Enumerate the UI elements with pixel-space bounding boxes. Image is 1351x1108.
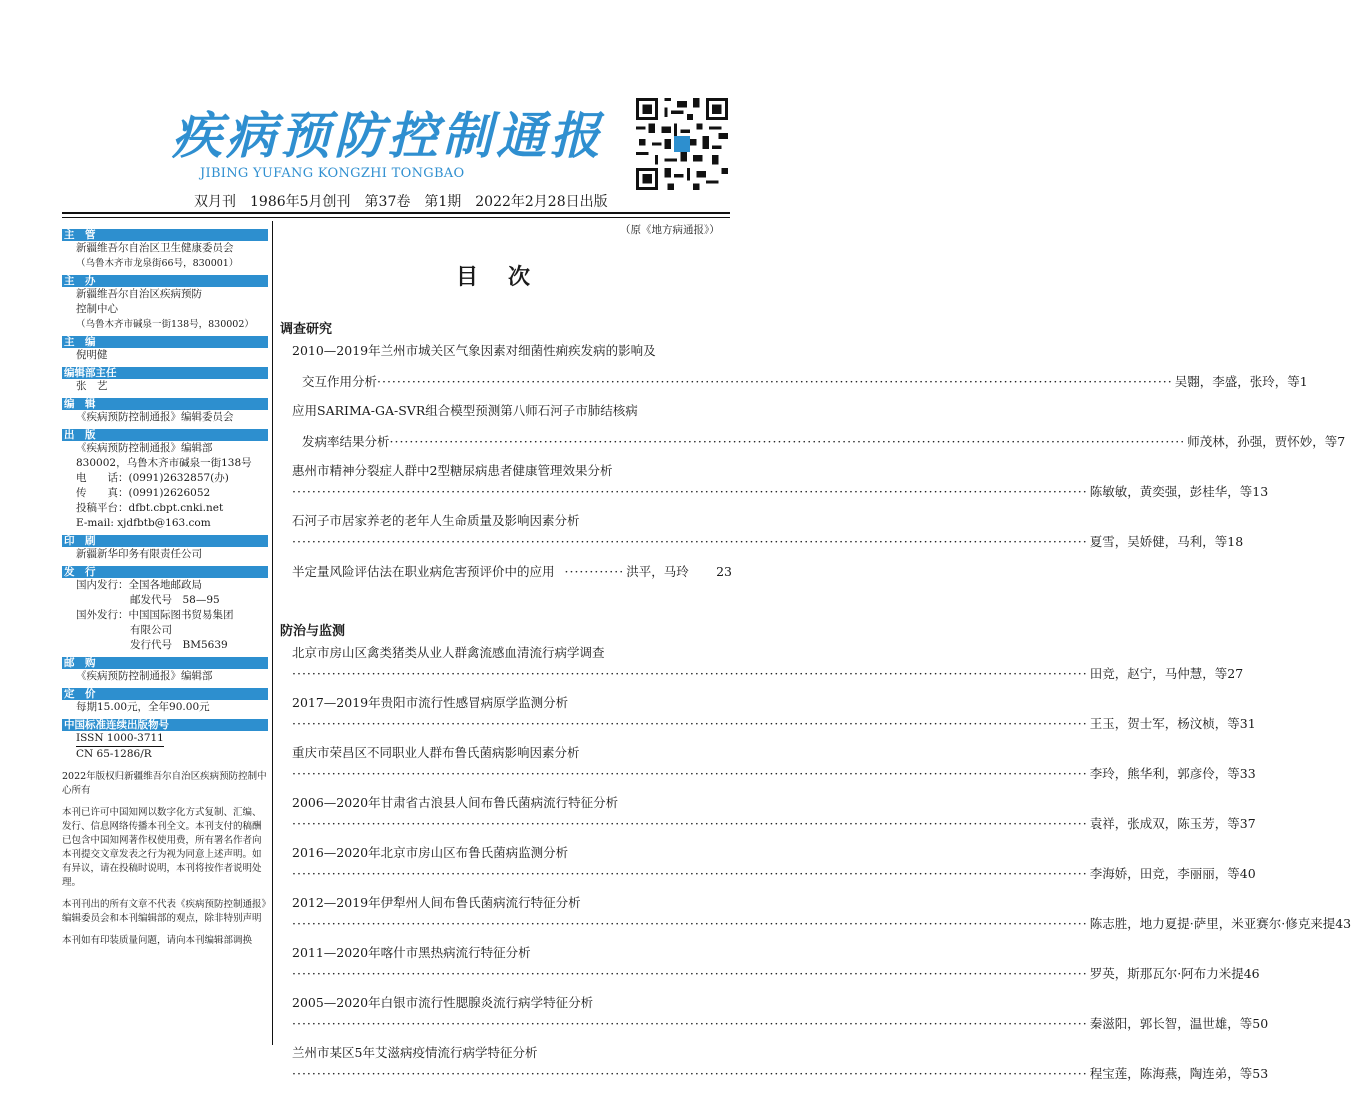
toc-entry-authors: 李玲，熊华利，郭彦伶，等 bbox=[1089, 766, 1240, 781]
sidebar-line: 国内发行：全国各地邮政局 bbox=[76, 579, 202, 591]
toc-entry-title: 2006—2020年甘肃省古浪县人间布鲁氏菌病流行特征分析 bbox=[292, 795, 619, 810]
toc-entry-page: 46 bbox=[1243, 966, 1260, 981]
toc-entry-title: 石河子市居家养老的老年人生命质量及影响因素分析 bbox=[292, 513, 580, 528]
toc-entry-authors: 吴翾，李盛，张玲，等 bbox=[1174, 374, 1300, 389]
column-divider bbox=[272, 221, 273, 1045]
toc-entry[interactable] bbox=[292, 340, 1308, 392]
journal-title: 疾病预防控制通报 bbox=[172, 106, 604, 165]
leader-dots: ············ bbox=[564, 564, 625, 579]
leader-dots: ································································································································································ bbox=[292, 716, 1088, 731]
toc-entry[interactable] bbox=[292, 460, 1269, 502]
sidebar-heading: 出 版 bbox=[62, 429, 268, 441]
sidebar-line: 新疆维吾尔自治区卫生健康委员会 bbox=[76, 242, 234, 254]
leader-dots: ································································································································································ bbox=[292, 484, 1088, 499]
leader-dots: ································································································································································ bbox=[292, 1066, 1088, 1081]
toc-entry-authors: 袁祥，张成双，陈玉芳，等 bbox=[1089, 816, 1240, 831]
sidebar-line: 邮发代号 58—95 bbox=[130, 594, 220, 606]
toc-entry-title: 2011—2020年喀什市黑热病流行特征分析 bbox=[292, 945, 531, 960]
sidebar-line: 每期15.00元，全年90.00元 bbox=[76, 701, 210, 713]
toc-entry[interactable] bbox=[292, 510, 1244, 552]
leader-dots: ································································································································································ bbox=[292, 966, 1088, 981]
toc-entry-authors: 罗英，斯那瓦尔·阿布力米提 bbox=[1089, 966, 1244, 981]
sidebar-line: 国外发行：中国国际图书贸易集团 bbox=[76, 609, 234, 621]
sidebar-heading: 发 行 bbox=[62, 566, 268, 578]
leader-dots: ································································································································································ bbox=[292, 766, 1088, 781]
sidebar-line: ISSN 1000-3711 bbox=[62, 731, 268, 747]
toc-entry-page: 18 bbox=[1227, 534, 1244, 549]
sidebar-line: E-mail: xjdfbtb@163.com bbox=[76, 517, 211, 529]
sidebar-line: （乌鲁木齐市龙泉街66号，830001） bbox=[76, 258, 239, 269]
toc-entry-page: 27 bbox=[1227, 666, 1244, 681]
sidebar-line: 投稿平台：dfbt.cbpt.cnki.net bbox=[76, 502, 224, 514]
toc-entry-page: 23 bbox=[716, 564, 732, 579]
qr-code-icon bbox=[636, 98, 728, 190]
sidebar-line: CN 65-1286/R bbox=[76, 748, 152, 760]
toc-entry-authors: 李海娇，田竞，李丽丽，等 bbox=[1089, 866, 1240, 881]
leader-dots: ································································································································································ bbox=[292, 816, 1088, 831]
leader-dots: ································································································································································ bbox=[389, 434, 1186, 449]
toc-entry-title-cont: 交互作用分析 bbox=[302, 374, 378, 389]
toc-entry[interactable] bbox=[292, 792, 1256, 834]
toc-section-heading: 防治与监测 bbox=[280, 624, 346, 639]
sidebar-heading: 编 辑 bbox=[62, 398, 268, 410]
sidebar-heading: 编辑部主任 bbox=[62, 367, 268, 379]
toc-entry-authors: 洪平，马玲 bbox=[626, 564, 689, 579]
toc-entry[interactable] bbox=[292, 692, 1256, 734]
sidebar-line: （乌鲁木齐市碱泉一街138号，830002） bbox=[76, 319, 254, 330]
sidebar-line: 新疆新华印务有限责任公司 bbox=[76, 548, 202, 560]
toc-entry-title-cont: 发病率结果分析 bbox=[302, 434, 390, 449]
toc-entry-page: 13 bbox=[1252, 484, 1269, 499]
toc-entry-page: 53 bbox=[1252, 1066, 1269, 1081]
toc-entry-authors: 田竞，赵宁，马仲慧，等 bbox=[1089, 666, 1228, 681]
toc-entry-page: 40 bbox=[1239, 866, 1256, 881]
toc-entry[interactable] bbox=[292, 842, 1256, 884]
toc-title: 目次 bbox=[456, 264, 561, 290]
copyright-notice: 本刊已许可中国知网以数字化方式复制、汇编、发行、信息网络传播本刊全文。本刊支付的稿酬已包含中国知网著作权使用费，所有署名作者向本刊提交文章发表之行为视为同意上述声明。如有异议，请在投稿时说明，本刊将按作者说明处理。 bbox=[62, 807, 262, 888]
sidebar-heading: 主 管 bbox=[62, 229, 268, 241]
issue-line: 双月刊 1986年5月创刊 第37卷 第1期 2022年2月28日出版 bbox=[194, 194, 608, 210]
leader-dots: ································································································································································ bbox=[292, 1016, 1088, 1031]
leader-dots: ································································································································································ bbox=[292, 666, 1088, 681]
toc-entry-authors: 陈敏敏，黄奕强，彭桂华，等 bbox=[1089, 484, 1253, 499]
sidebar-line: 《疾病预防控制通报》编辑委员会 bbox=[76, 411, 234, 423]
sidebar-line: 830002，乌鲁木齐市碱泉一街138号 bbox=[76, 457, 252, 469]
leader-dots: ································································································································································ bbox=[292, 866, 1088, 881]
leader-dots: ································································································································································ bbox=[292, 534, 1088, 549]
sidebar-line: 电 话：(0991)2632857(办) bbox=[76, 472, 229, 484]
sidebar-line: 发行代号 BM5639 bbox=[130, 639, 228, 651]
toc-entry-title: 2010—2019年兰州市城关区气象因素对细菌性痢疾发病的影响及 bbox=[292, 343, 656, 358]
toc-entry-title: 重庆市荣昌区不同职业人群布鲁氏菌病影响因素分析 bbox=[292, 745, 580, 760]
copyright-notice: 2022年版权归新疆维吾尔自治区疾病预防控制中心所有 bbox=[62, 771, 267, 796]
toc-entry-page: 7 bbox=[1337, 434, 1346, 449]
toc-entry-title: 北京市房山区禽类猪类从业人群禽流感血清流行病学调查 bbox=[292, 645, 605, 660]
sidebar-line: 张 艺 bbox=[76, 380, 108, 392]
sidebar-line: 传 真：(0991)2626052 bbox=[76, 487, 211, 499]
toc-entry[interactable] bbox=[292, 942, 1260, 984]
header-rule-thin bbox=[62, 217, 730, 218]
toc-entry-title: 惠州市精神分裂症人群中2型糖尿病患者健康管理效果分析 bbox=[292, 463, 613, 478]
toc-entry-page: 50 bbox=[1252, 1016, 1269, 1031]
toc-entry-page: 37 bbox=[1239, 816, 1256, 831]
toc-entry-page: 33 bbox=[1239, 766, 1256, 781]
toc-entry-authors: 王玉，贺士军，杨汶桢，等 bbox=[1089, 716, 1240, 731]
toc-entry-title: 2016—2020年北京市房山区布鲁氏菌病监测分析 bbox=[292, 845, 569, 860]
sidebar-heading: 主 编 bbox=[62, 336, 268, 348]
toc-entry-title: 兰州市某区5年艾滋病疫情流行病学特征分析 bbox=[292, 1045, 538, 1060]
sidebar-heading: 邮 购 bbox=[62, 657, 268, 669]
toc-entry[interactable] bbox=[292, 642, 1244, 684]
leader-dots: ································································································································································ bbox=[292, 916, 1088, 931]
sidebar-line: 《疾病预防控制通报》编辑部 bbox=[76, 670, 213, 682]
toc-entry-authors: 秦滋阳，郭长智，温世雄，等 bbox=[1089, 1016, 1253, 1031]
toc-entry[interactable] bbox=[292, 1042, 1269, 1084]
toc-entry-title: 应用SARIMA-GA-SVR组合模型预测第八师石河子市肺结核病 bbox=[292, 403, 638, 418]
sidebar-heading: 印 刷 bbox=[62, 535, 268, 547]
sidebar-heading: 主 办 bbox=[62, 275, 268, 287]
toc-entry-authors: 程宝莲，陈海燕，陶连弟，等 bbox=[1089, 1066, 1253, 1081]
toc-entry-page: 31 bbox=[1239, 716, 1256, 731]
toc-entry-authors: 师茂林，孙强，贾怀妙，等 bbox=[1187, 434, 1338, 449]
toc-entry-page: 1 bbox=[1299, 374, 1308, 389]
toc-entry[interactable] bbox=[292, 992, 1269, 1034]
toc-entry-title: 半定量风险评估法在职业病危害预评价中的应用 bbox=[292, 564, 555, 579]
toc-entry[interactable] bbox=[292, 560, 732, 584]
sidebar-line: 新疆维吾尔自治区疾病预防 bbox=[76, 288, 202, 300]
former-title: （原《地方病通报》） bbox=[620, 224, 720, 236]
sidebar-line: 控制中心 bbox=[76, 303, 118, 315]
toc-entry-title: 2005—2020年白银市流行性腮腺炎流行病学特征分析 bbox=[292, 995, 594, 1010]
copyright-notice: 本刊刊出的所有文章不代表《疾病预防控制通报》编辑委员会和本刊编辑部的观点，除非特别声明 bbox=[62, 899, 267, 924]
journal-pinyin-title: JIBING YUFANG KONGZHI TONGBAO bbox=[200, 166, 465, 181]
toc-entry-authors: 夏雪，吴娇健，马利，等 bbox=[1089, 534, 1228, 549]
toc-entry-page: 43 bbox=[1335, 916, 1351, 931]
imprint-sidebar bbox=[62, 225, 268, 948]
sidebar-heading: 中国标准连续出版物号 bbox=[62, 719, 268, 731]
sidebar-line: 《疾病预防控制通报》编辑部 bbox=[76, 442, 213, 454]
sidebar-heading: 定 价 bbox=[62, 688, 268, 700]
toc-entry-title: 2012—2019年伊犁州人间布鲁氏菌病流行特征分析 bbox=[292, 895, 581, 910]
toc-entry[interactable] bbox=[292, 892, 1351, 934]
toc-section-heading: 调查研究 bbox=[280, 322, 333, 337]
toc-entry[interactable] bbox=[292, 742, 1256, 784]
toc-entry-title: 2017—2019年贵阳市流行性感冒病原学监测分析 bbox=[292, 695, 569, 710]
leader-dots: ································································································································································ bbox=[377, 374, 1173, 389]
sidebar-line: 倪明健 bbox=[76, 349, 108, 361]
copyright-notice: 本刊如有印装质量问题，请向本刊编辑部调换 bbox=[62, 935, 253, 946]
toc-entry-authors: 陈志胜，地力夏提·萨里，米亚赛尔·修克来提 bbox=[1089, 916, 1336, 931]
toc-entry[interactable] bbox=[292, 400, 1346, 452]
sidebar-line: 有限公司 bbox=[130, 624, 172, 636]
header-rule-thick bbox=[62, 212, 730, 214]
